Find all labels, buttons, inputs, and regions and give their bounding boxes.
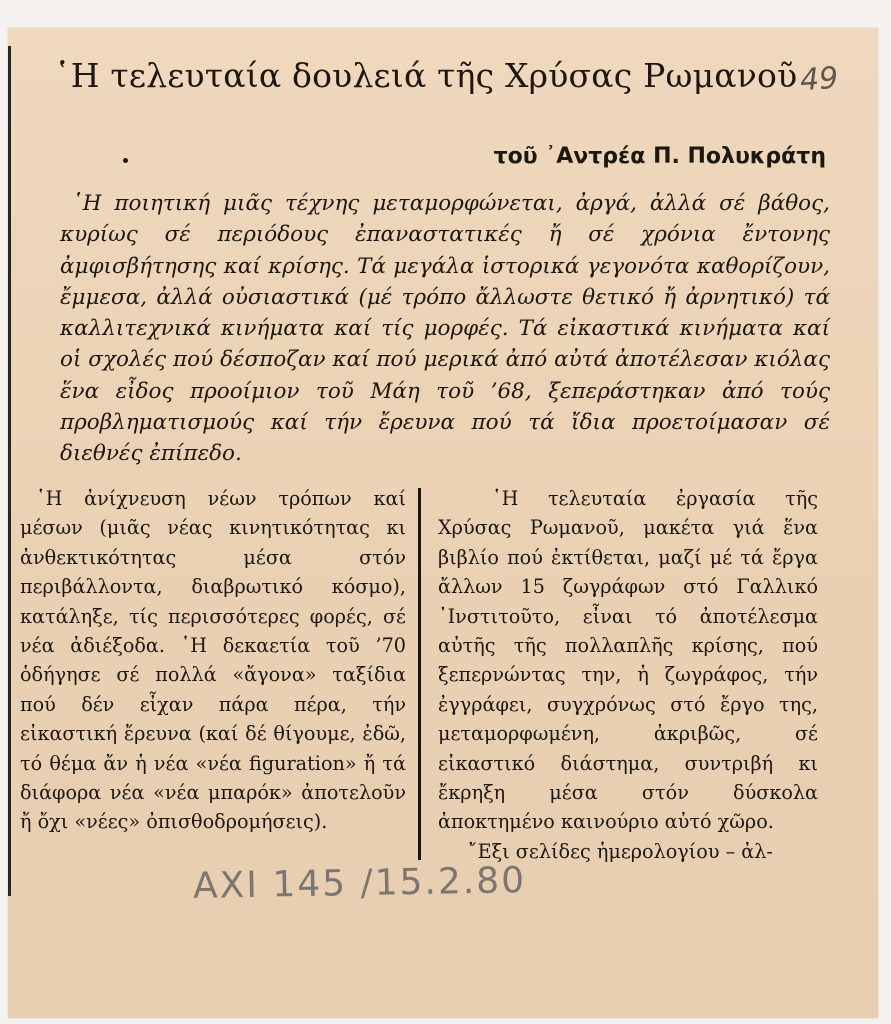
article-headline: ῾Η τελευταία δουλειά τῆς Χρύσας Ρωμανοῦ (54, 56, 798, 95)
clipping-edge-shadow (8, 46, 11, 896)
article-byline: τοῦ ᾿Αντρέα Π. Πολυκράτη (493, 144, 826, 169)
article-lead-paragraph: ῾Η ποιητική μιᾶς τέχνης μεταμορφώνεται, ἀργά, ἀλλά σέ βάθος, κυρίως σέ περιόδους ἐπαναστατικές ἤ σέ χρόνια ἔντονης ἀμφισβήτησης καί κρίσης. Τά μεγάλα ἱστορικά γεγονότα καθορίζουν, ἔμμεσα, ἀλλά οὐσιαστικά (μέ τρόπο ἄλλωστε θετικό ἤ ἀρνητικό) τά καλλιτεχνικά κινήματα καί τίς μορφές. Τά εἰκαστικά κινήματα καί οἱ σχολές πού δέσποζαν καί πού μερικά ἀπό αὐτά ἀποτέλεσαν κιόλας ἕνα εἶδος προοίμιον τοῦ Μάη τοῦ ’68, ξεπεράστηκαν ἀπό τούς προβληματισμούς καί τήν ἔρευνα πού τά ἴδια προετοίμασαν σέ διεθνές ἐπίπεδο. (60, 191, 830, 467)
column-divider (418, 488, 421, 860)
pencil-archive-note: ΑΧΙ 145 /15.2.80 (192, 860, 527, 907)
print-speck (123, 158, 128, 163)
right-column-paragraph: ῾Η τελευταία ἐργασία τῆς Χρύσας Ρωμανοῦ, μακέτα γιά ἕνα βιβλίο πού ἐκτίθεται, μαζί μέ τά ἔργα ἄλλων 15 ζωγράφων στό Γαλλικό ᾿Ινστιτοῦτο, εἶναι τό ἀποτέλεσμα αὐτῆς τῆς πολλαπλῆς κρίσης, πού ξεπερνώντας την, ἡ ζωγράφος, τήν ἐγγράφει, συγχρόνως στό ἔργο της, μεταμορφωμένη, ἀκριβῶς, σέ εἰκαστικό διάστημα, συντριβή κι ἔκρηξη μέσα στόν δύσκολα ἀποκτημένο καινούριο αὐτό χῶρο. (438, 487, 818, 834)
newspaper-clipping (8, 28, 878, 1018)
handwritten-page-number: 49 (798, 60, 840, 99)
article-column-right (438, 484, 818, 866)
article-column-left: ῾Η ἀνίχνευση νέων τρόπων καί μέσων (μιᾶς νέας κινητικότητας κι ἀνθεκτικότητας μέσα στόν περιβάλλοντα, διαβρωτικό κόσμο), κατάληξε, τίς περισσότερες φορές, σέ νέα ἀδιέξοδα. ῾Η δεκαετία τοῦ ’70 ὁδήγησε σέ πολλά «ἄγονα» ταξίδια πού δέν εἶχαν πάρα πέρα, τήν εἰκαστική ἔρευνα (καί δέ θίγουμε, ἐδῶ, τό θέμα ἄν ἡ νέα «νέα figuration» ἤ τά διάφορα νέα «νέα μπαρόκ» ἀποτελοῦν ἤ ὄχι «νέες» ὀπισθοδρομήσεις). (20, 487, 406, 834)
right-column-paragraph: ῎Εξι σελίδες ἡμερολογίου – ἀλ- (468, 839, 773, 863)
